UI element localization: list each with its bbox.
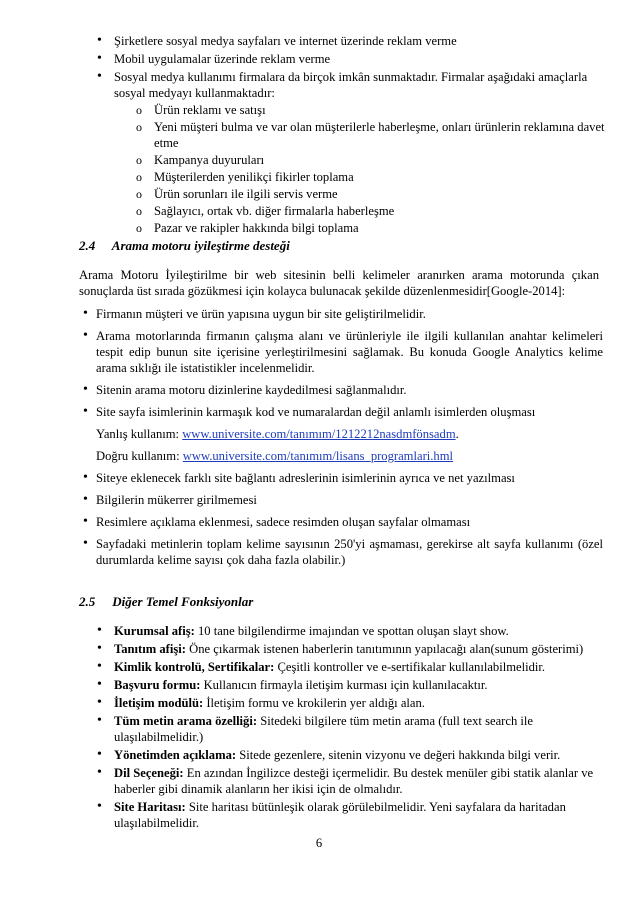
sub-list-item: o Müşterilerden yenilikçi fikirler toplama — [136, 169, 606, 185]
list-item — [96, 765, 606, 797]
list-item: • Şirketlere sosyal medya sayfaları ve internet üzerinde reklam verme — [96, 33, 606, 49]
list-item — [96, 713, 606, 745]
item-text: Site haritası bütünleşik olarak görülebilmelidir. Yeni sayfalara da haritadan ulaşılabilmelidir. — [114, 800, 566, 830]
list-item — [96, 695, 606, 711]
section-title: Arama motoru iyileştirme desteği — [111, 238, 290, 253]
list-item-text: Sosyal medya kullanımı firmalara da birçok imkân sunmaktadır. Firmalar aşağıdaki amaçlarla sosyal medyayı kullanmaktadır: — [114, 70, 588, 100]
sub-list-item: o Ürün sorunları ile ilgili servis verme — [136, 186, 606, 202]
item-term: Tanıtım afişi: — [114, 642, 186, 656]
list-item — [96, 677, 606, 693]
list-item: • Sitenin arama motoru dizinlerine kaydedilmesi sağlanmalıdır. — [83, 382, 603, 398]
item-term: Kurumsal afiş: — [114, 624, 195, 638]
sub-list-item: o Pazar ve rakipler hakkında bilgi toplama — [136, 220, 606, 236]
item-term: İletişim modülü: — [114, 696, 204, 710]
item-term: Site Haritası: — [114, 800, 186, 814]
item-term: Tüm metin arama özelliği: — [114, 714, 258, 728]
list-item — [96, 623, 606, 639]
list-item — [96, 799, 606, 831]
list-item — [96, 641, 606, 657]
sub-list-item: o Kampanya duyuruları — [136, 152, 606, 168]
example-label: Yanlış kullanım: — [96, 427, 183, 441]
list-item: • Resimlere açıklama eklenmesi, sadece resimden oluşan sayfalar olmaması — [83, 514, 603, 530]
example-right-usage — [83, 448, 603, 464]
sub-list-item: o Sağlayıcı, ortak vb. diğer firmalarla haberleşme — [136, 203, 606, 219]
list-item: • Arama motorlarında firmanın çalışma alanı ve ürünleriyle ile ilgili kullanılan anahtar kelimeleri tespit edip bunun site içerisine yerleştirilmesini sağlamak. Bu konuda Google Analytics kelime arama sıklığı ile istatistikler incelenmelidir. — [83, 328, 603, 376]
bullet-list-social-media — [96, 33, 606, 238]
item-text: En azından İngilizce desteği içermelidir. Bu destek menüler gibi statik alanlar ve haberler gibi dinamik alanların her ikisi için de olmalıdır. — [114, 766, 594, 796]
example-label: Doğru kullanım: — [96, 449, 183, 463]
example-wrong-usage — [83, 426, 603, 442]
bullet-list-seo — [83, 306, 603, 574]
sub-list-item: o Yeni müşteri bulma ve var olan müşterilerle haberleşme, onları ürünlerin reklamına davet etme — [136, 119, 606, 151]
example-end: . — [455, 427, 459, 441]
list-item: • Sayfadaki metinlerin toplam kelime sayısının 250'yi aşmaması, gerekirse alt sayfa kullanımı (özel durumlarda kelime sayısı çok daha fazla olabilir.) — [83, 536, 603, 568]
list-item: • Siteye eklenecek farklı site bağlantı adreslerinin isimlerinin ayrıca ve net yazılması — [83, 470, 603, 486]
right-url-link[interactable]: www.universite.com/tanımım/lisans_programlari.hml — [182, 449, 453, 463]
section-heading-2-5 — [79, 594, 253, 610]
item-text: Çeşitli kontroller ve e-sertifikalar kullanılabilmelidir. — [274, 660, 546, 674]
section-number: 2.5 — [79, 594, 96, 609]
item-term: Kimlik kontrolü, Sertifikalar: — [114, 660, 275, 674]
item-term: Başvuru formu: — [114, 678, 201, 692]
item-text: Sitedeki bilgilere tüm metin arama (full text search ile ulaşılabilmelidir.) — [114, 714, 533, 744]
sub-list-item: o Ürün reklamı ve satışı — [136, 102, 606, 118]
item-text: İletişim formu ve krokilerin yer aldığı alan. — [203, 696, 425, 710]
sub-list-purposes — [136, 102, 606, 236]
section-number: 2.4 — [79, 238, 96, 253]
item-text: 10 tane bilgilendirme imajından ve spottan oluşan slayt show. — [194, 624, 509, 638]
section-paragraph: Arama Motoru İyileştirilme bir web sitesinin belli kelimeler aranırken arama motorunda çıkan sonuçlarda üst sırada gözükmesi için kolayca bulunacak şekilde düzenlenmesidir[Google-2014]: — [79, 268, 599, 298]
item-text: Kullanıcın firmayla iletişim kurması için kullanılacaktır. — [200, 678, 488, 692]
section-heading-2-4 — [79, 238, 290, 254]
list-item: • Firmanın müşteri ve ürün yapısına uygun bir site geliştirilmelidir. — [83, 306, 603, 322]
list-item — [96, 659, 606, 675]
item-term: Yönetimden açıklama: — [114, 748, 237, 762]
list-item — [96, 747, 606, 763]
item-text: Öne çıkarmak istenen haberlerin tanıtımının yapılacağı alan(sunum gösterimi) — [185, 642, 584, 656]
page-number: 6 — [315, 836, 323, 850]
item-term: Dil Seçeneği: — [114, 766, 184, 780]
list-item: • Mobil uygulamalar üzerinde reklam verme — [96, 51, 606, 67]
list-item — [96, 69, 606, 236]
wrong-url-link[interactable]: www.universite.com/tanımım/1212212nasdmfönsadm — [182, 427, 456, 441]
section-title: Diğer Temel Fonksiyonlar — [112, 594, 254, 609]
list-item: • Site sayfa isimlerinin karmaşık kod ve numaralardan değil anlamlı isimlerden oluşması — [83, 404, 603, 420]
item-text: Sitede gezenlere, sitenin vizyonu ve değeri hakkında bilgi verir. — [236, 748, 561, 762]
bullet-list-functions — [96, 623, 606, 833]
list-item: • Bilgilerin mükerrer girilmemesi — [83, 492, 603, 508]
